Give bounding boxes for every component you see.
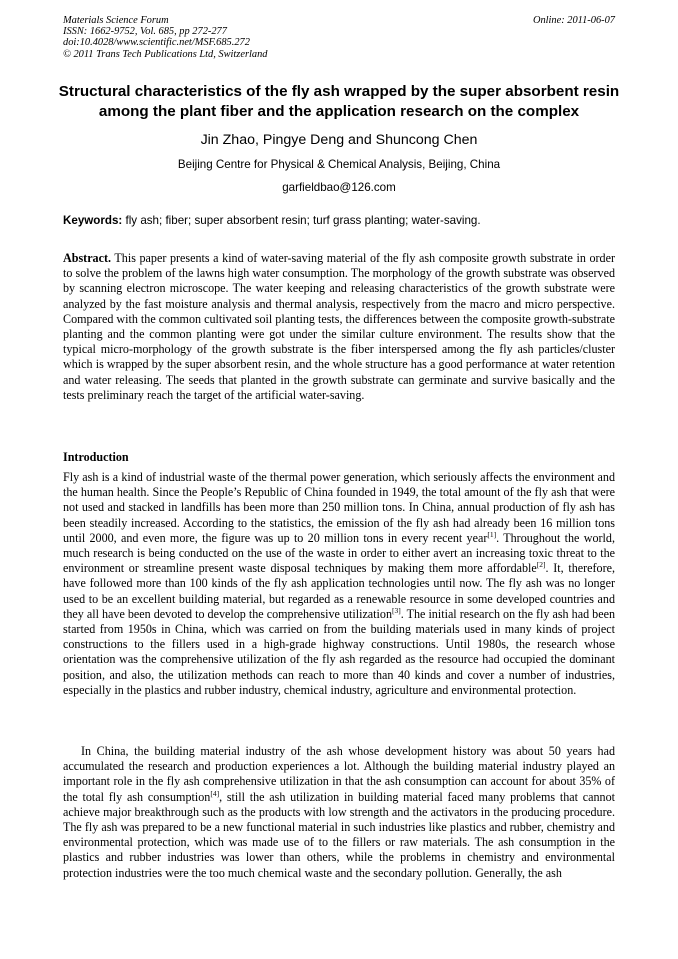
issn-line: ISSN: 1662-9752, Vol. 685, pp 272-277	[63, 26, 227, 38]
citation-3: [3]	[392, 605, 401, 615]
p2-text-b: , still the ash utilization in building material faced many problems that cannot achieve major breakthrough such as the products with low strength and the activators in the producing procedure. The fly ash was prepared to be a new functional material in such industries like plastics and rubber, chemistry and environmental protection, which was made use of to the fillers or raw materials. The ash consumption in the plastics and rubber industries was lower than others, while the problems in chemistry and environmental protection industries were the too much chemical waste and the secondary pollution. Generally, the ash	[63, 789, 615, 880]
abstract-label: Abstract.	[63, 251, 112, 265]
authors: Jin Zhao, Pingye Deng and Shuncong Chen	[200, 132, 478, 148]
section-heading-introduction: Introduction	[63, 450, 129, 464]
intro-paragraph-2	[63, 744, 615, 881]
online-date: Online: 2011-06-07	[532, 15, 615, 26]
keywords-text: fly ash; fiber; super absorbent resin; turf grass planting; water-saving.	[122, 214, 481, 227]
citation-4: [4]	[210, 788, 220, 798]
intro-paragraph-1	[63, 470, 615, 698]
p2-text-a: In China, the building material industry of the ash whose development history was about 50 years had accumulated the research and production experiences a lot. Although the building material industry played an important role in the fly ash comprehensive utilization in that the ash consumption can account for about 35% of the total fly ash consumption	[63, 744, 615, 804]
author-email: garfieldbao@126.com	[282, 181, 396, 194]
paper-title: Structural characteristics of the fly ash wrapped by the super absorbent resin among the plant fiber and the application research on the complex	[58, 83, 620, 120]
journal-header	[63, 15, 615, 60]
citation-2: [2]	[536, 560, 546, 570]
p1-text-d: . The initial research on the fly ash had been started from 1950s in China, which was carried on from the building materials used in many kinds of project constructions to the fillers used in a high-grade highway constructions. Until 1980s, the research whose orientation was the comprehensive utilization of the fly ash regarded as the resource had occupied the dominant position, and also, the utilization methods can reach to more than 40 kinds and cover a number of industries, especially in the plastics and rubber industry, chemical industry, agriculture and environmental protection.	[63, 606, 615, 697]
copyright-line: © 2011 Trans Tech Publications Ltd, Switzerland	[63, 48, 268, 60]
p1-text-b: . Throughout the world, much research is being conducted on the use of the waste in order to either avert an increasing toxic threat to the environment or streamline present waste disposal techniques by making them more affordable	[63, 530, 615, 576]
abstract	[63, 251, 615, 403]
p1-text-c: . It, therefore, have followed more than 100 kinds of the fly ash application technologies until now. The fly ash was no longer used to be an excellent building material, but regarded as a renewable resource in some developed countries and they all have been devoted to develop the comprehensive utilization	[63, 561, 615, 621]
keywords-label: Keywords:	[63, 214, 123, 227]
abstract-text: This paper presents a kind of water-saving material of the fly ash composite growth substrate in order to solve the problem of the lawns high water consumption. The morphology of the growth substrate was observed by scanning electron microscope. The water keeping and releasing characteristics of the growth substrate were analyzed by the fast moisture analysis and thermal analysis, respectively from the macro and micro perspective. Compared with the common cultivated soil planting tests, the differences between the composite growth-substrate planting and the common planting were got under the similar culture environment. The results show that the typical micro-morphology of the growth substrate is the fiber interspersed among the fly ash particles/cluster which is wrapped by the super absorbent resin, and the whole structure has a good performance at water retention and water releasing. The seeds that planted in the growth substrate can germinate and survive basically and the tests preliminary reach the target of the artificial water-saving.	[63, 251, 615, 402]
doi-line: doi:10.4028/www.scientific.net/MSF.685.272	[63, 37, 250, 49]
affiliation: Beijing Centre for Physical & Chemical Analysis, Beijing, China	[177, 158, 501, 171]
journal-name: Materials Science Forum	[63, 15, 169, 26]
keywords	[63, 213, 623, 228]
citation-1: [1]	[487, 529, 497, 539]
p1-text-a: Fly ash is a kind of industrial waste of the thermal power generation, which seriously affects the environment and the human health. Since the People’s Republic of China founded in 1949, the total amount of the fly ash that were not used and stacked in landfills has been more than 250 million tons. In China, annual production of fly ash has been steadily increased. According to the statistics, the emission of the fly ash had already been 16 million tons until 2000, and even more, the figure was up to 20 million tons in every recent year	[63, 470, 615, 545]
